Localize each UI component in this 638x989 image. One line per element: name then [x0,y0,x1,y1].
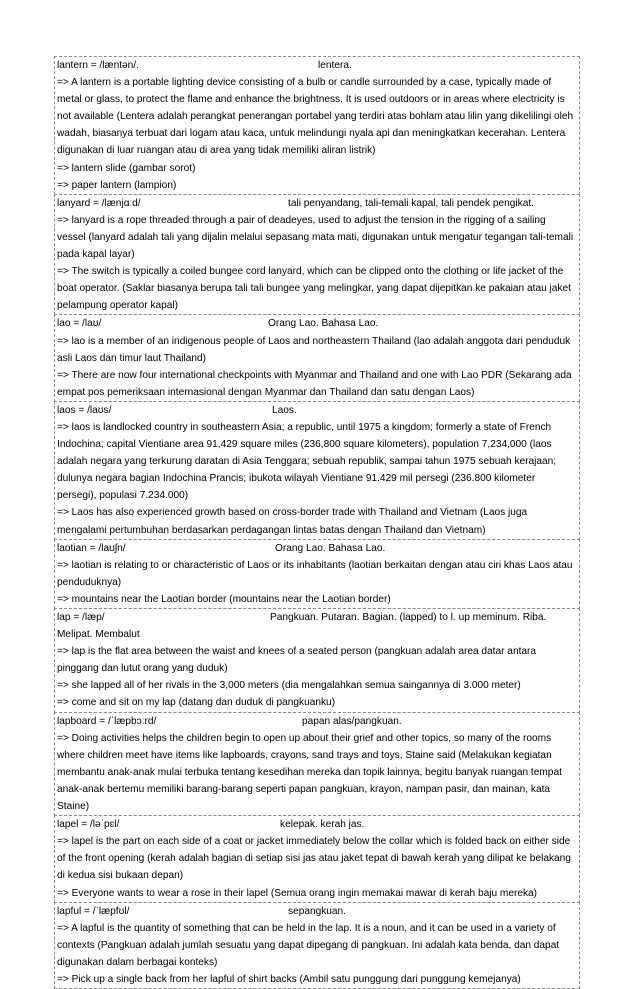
example-line: => Doing activities helps the children begin to open up about their grief and other topics, so many of the rooms where children meet have items like lapboards, crayons, sand trays and toys, Staine said (Melakukan kegiatan membantu anak-anak mulai terbuka tentang kesedihan mereka dan topik lainnya, begitu banyak ruangan tempat anak-anak bertemu memiliki barang-barang seperti papan pangkuan, krayon, nampan pasir, dan mainan, kata Staine) [57,732,562,813]
entry-header [57,903,577,920]
example-line: => she lapped all of her rivals in the 3,000 meters (dia mengalahkan semua saingannya di 3.000 meter) [57,680,521,692]
entry-lanyard [54,194,580,316]
example-line: => The switch is typically a coiled bungee cord lanyard, which can be clipped onto the clothing or life jacket of the boat operator. (Saklar biasanya berupa tali tali bungee yang melingkar, yang dapat dijepitkan ke pakaian atau jaket pelampung operator kapal) [57,266,571,312]
entry-meaning: Laos. [272,404,297,416]
example-line: => Everyone wants to wear a rose in their lapel (Semua orang ingin memakai mawar di kerah baju mereka) [57,887,538,899]
entry-header [57,540,577,557]
entry-header [57,315,577,332]
example-line: => lao is a member of an indigenous people of Laos and northeastern Thailand (lao adalah anggota dari penduduk asli Laos dan timur laut Thailand) [57,335,571,364]
example-line: => A lapful is the quantity of something that can be held in the lap. It is a noun, and it can be used in a variety of contexts (Pangkuan adalah jumlah sesuatu yang dapat dipegang di pangkuan. Ini adalah kata benda, dan dapat digunakan dalam berbagai konteks) [57,922,560,968]
example-line: => lap is the flat area between the waist and knees of a seated person (pangkuan adalah area datar antara pinggang dan lutut orang yang duduk) [57,646,537,675]
example-line: => There are now four international checkpoints with Myanmar and Thailand and one with Lao PDR (Sekarang ada empat pos pemeriksaan internasional dengan Myanmar dan Thailand dan satu dengan Laos) [57,369,572,398]
example-line: => lapel is the part on each side of a coat or jacket immediately below the collar which is folded back on either side of the front opening (kerah adalah bagian di setiap sisi jas atau jaket tepat di bawah kerah yang dilipat ke belakang di kedua sisi bukaan depan) [57,836,571,882]
entry-lapel [54,815,580,902]
entry-term: lapboard = /ˈlæpbɔːrd/ [57,715,157,727]
example-line: => mountains near the Laotian border (mountains near the Laotian border) [57,593,391,605]
example-line: => lantern slide (gambar sorot) [57,162,196,174]
example-line: => laotian is relating to or characteristic of Laos or its inhabitants (laotian berkaitan dengan atau ciri khas Laos atau penduduknya) [57,559,573,588]
entry-header [57,713,577,730]
entry-header [57,195,577,212]
entry-meaning: sepangkuan. [288,905,346,917]
entry-term: lapful = /ˈlæpfʊl/ [57,905,130,917]
entry-term: lanyard = /lænjɑːd/ [57,197,141,209]
example-line: => come and sit on my lap (datang dan duduk di pangkuanku) [57,697,336,709]
dictionary-document [54,57,580,989]
example-line: => paper lantern (lampion) [57,179,177,191]
entry-meaning: Orang Lao. Bahasa Lao. [268,318,379,330]
entry-header [57,816,577,833]
entry-laotian [54,539,580,609]
example-line: => laos is landlocked country in southeastern Asia; a republic, until 1975 a kingdom; formerly a state of French Indochina; capital Vientiane area 91,429 square miles (236,800 square kilometers), population 7,234,000 (laos adalah negara yang terkurung daratan di Asia Tenggara; sebuah republik, sampai tahun 1975 sebuah kerajaan; dulunya negara bagian Indochina Prancis; ibukota wilayah Vientiane 91.429 mil persegi (236.800 kilometer persegi), populasi 7.234.000) [57,421,557,502]
example-line: => lanyard is a rope threaded through a pair of deadeyes, used to adjust the tension in the rigging of a sailing vessel (lanyard adalah tali yang dijalin melalui sepasang mata mati, digunakan untuk mengatur tegangan tali-temali pada kapal layar) [57,214,574,261]
entry-meaning: lentera. [318,60,352,71]
entry-term: laotian = /laʊʃn/ [57,542,126,554]
entry-laos [54,401,580,540]
entry-term: lap = /læp/ [57,612,105,623]
entry-meaning: kelepak. kerah jas. [280,819,365,831]
entry-term: laos = /laʊs/ [57,404,112,416]
example-line: => Pick up a single back from her lapful of shirt backs (Ambil satu punggung dari punggung kemejanya) [57,973,521,985]
entry-meaning: Orang Lao. Bahasa Lao. [275,542,386,554]
entry-lapboard [54,712,580,817]
entry-term: lao = /laʊ/ [57,318,102,330]
entry-term: lapel = /ləˈpɛl/ [57,819,120,831]
entry-meaning: tali penyandang, tali-temali kapal, tali pendek pengikat. [288,197,534,209]
entry-header [57,609,577,643]
entry-lao [54,314,580,401]
entry-meaning: papan alas/pangkuan. [302,715,402,727]
entry-lapful [54,902,580,989]
example-line: => A lantern is a portable lighting device consisting of a bulb or candle surrounded by a case, typically made of metal or glass, to protect the flame and enhance the brightness. It is used outdoors or in areas where electricity is not available (Lentera adalah perangkat penerangan portabel yang terdiri atas bohlam atau lilin yang dikelilingi oleh wadah, biasanya terbuat dari logam atau kaca, untuk melindungi nyala api dan meningkatkan kecerahan. Lentera digunakan di luar ruangan atau di area yang tidak memiliki aliran listrik) [57,77,574,157]
entry-lap [54,608,580,713]
entry-term: lantern = /læntən/. [57,60,139,71]
entry-lantern [54,56,580,195]
example-line: => Laos has also experienced growth based on cross-border trade with Thailand and Vietnam (Laos juga mengalami pertumbuhan berdasarkan perdagangan lintas batas dengan Thailand dan Vietnam) [57,507,528,536]
entry-header [57,402,577,419]
entry-meaning: Pangkuan. Putaran. Bagian. (lapped) to l. up meminum. Riba. Melipat. Membalut [57,612,547,641]
entry-header [57,57,577,74]
